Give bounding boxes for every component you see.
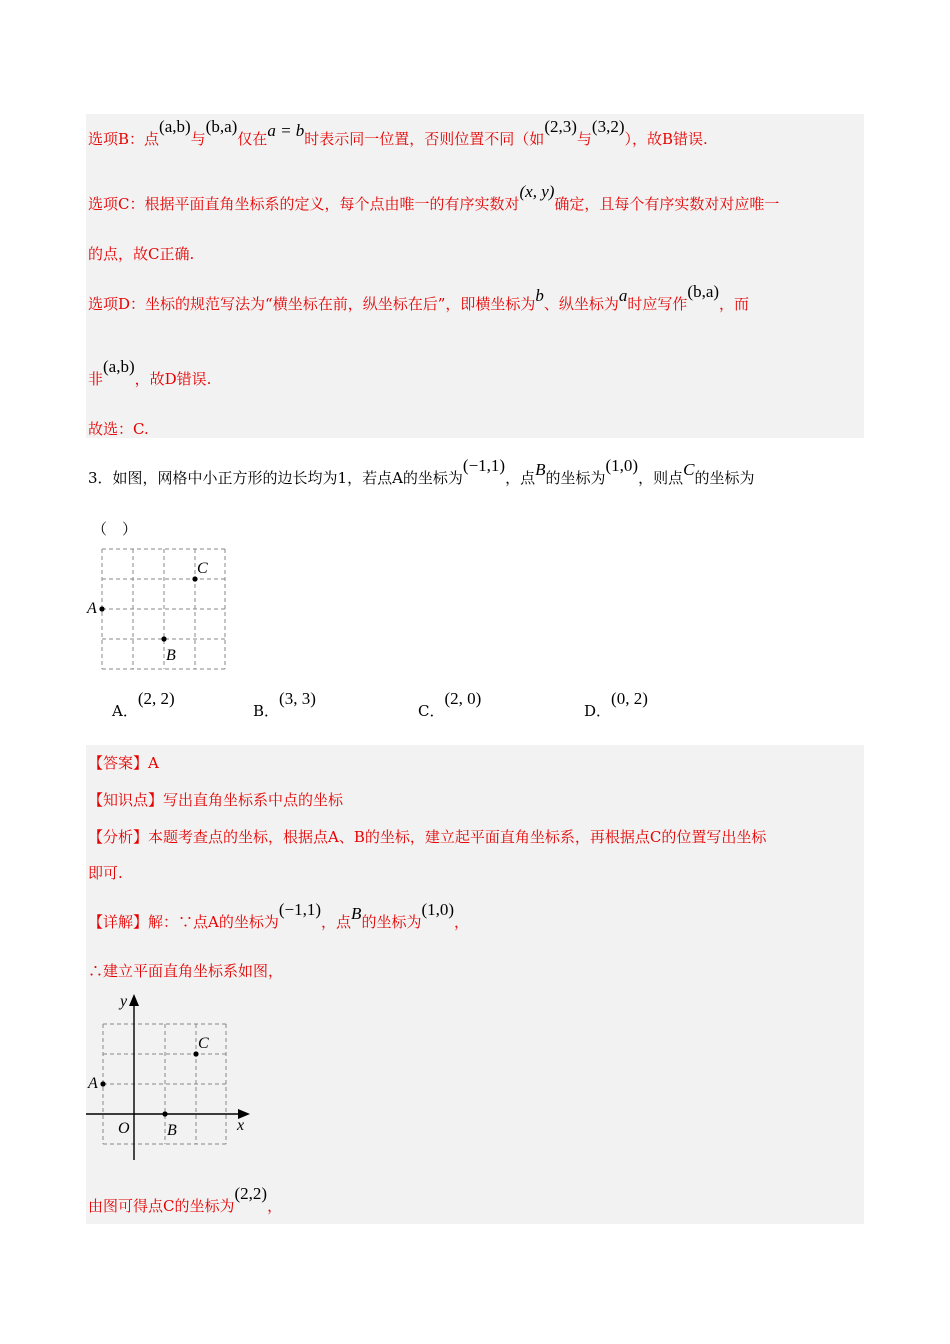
label-a: A (87, 600, 97, 617)
coord-32: (3,2) (591, 117, 625, 136)
option-c-explanation: 选项C：根据平面直角坐标系的定义，每个点由唯一的有序实数对(x, y)确定，且每个有序实数对对应唯一 (88, 182, 780, 213)
answer-q3: 【答案】A (88, 754, 159, 772)
equation-a-eq-b: a = b (267, 121, 305, 140)
coord-ba: (b,a) (205, 117, 238, 136)
option-d-explanation: 选项D：坐标的规范写法为“横坐标在前，纵坐标在后”，即横坐标为b、纵坐标为a时应写作(b,a)，而 (88, 282, 750, 313)
option-b[interactable]: B．(3, 3) (253, 689, 316, 720)
point-c (192, 576, 197, 581)
point-a (99, 606, 104, 611)
option-d[interactable]: D．(0, 2) (584, 689, 648, 720)
point-c-coord (193, 1051, 198, 1056)
point-b-coord (162, 1111, 167, 1116)
coord-23: (2,3) (544, 117, 577, 136)
label-b: B (166, 647, 176, 664)
option-b-explanation: 选项B：点(a,b)与(b,a)仅在a = b时表示同一位置，否则位置不同（如(2,3)与(3,2)），故B错误. (88, 117, 708, 148)
coord-ab-2: (a,b) (103, 357, 135, 376)
coordinate-figure (84, 990, 259, 1165)
point-b (161, 636, 166, 641)
analysis-line2: 即可. (88, 864, 123, 882)
analysis: 【分析】本题考查点的坐标，根据点A、B的坐标，建立起平面直角坐标系，再根据点C的位置写出坐标 (88, 828, 767, 846)
option-c-explanation-line2: 的点，故C正确. (88, 245, 195, 263)
coord-xy: (x, y) (519, 182, 555, 201)
therefore-line: ∴建立平面直角坐标系如图， (88, 962, 284, 980)
solution-box-q2 (86, 114, 864, 438)
point-a-coord (100, 1081, 105, 1086)
answer-choice-q2: 故选：C. (88, 420, 149, 438)
label-c: C (197, 560, 208, 577)
coord-ab: (a,b) (159, 117, 191, 136)
option-a[interactable]: A．(2, 2) (112, 689, 175, 720)
detail: 【详解】解：∵点A的坐标为(−1,1)，点B的坐标为(1,0)， (88, 900, 470, 931)
option-d-explanation-line2: 非(a,b)，故D错误. (88, 357, 212, 388)
coord-ba-2: (b,a) (687, 282, 720, 301)
question-3-stem: 3．如图，网格中小正方形的边长均为1，若点A的坐标为(−1,1)，点B的坐标为(1,0)，则点C的坐标为 (88, 456, 755, 487)
grid-figure-q3 (80, 545, 240, 675)
option-c[interactable]: C．(2, 0) (418, 689, 482, 720)
knowledge-point: 【知识点】写出直角坐标系中点的坐标 (88, 791, 344, 809)
label-b-coord: B (167, 1122, 177, 1139)
question-3-paren: （ ） (92, 520, 138, 538)
coord-b: (1,0) (605, 456, 639, 475)
coord-a: (−1,1) (462, 456, 506, 475)
result-line: 由图可得点C的坐标为(2,2)， (88, 1184, 283, 1215)
axis-y-label: y (120, 993, 128, 1010)
label-c-coord: C (198, 1035, 209, 1052)
label-a-coord: A (88, 1075, 98, 1092)
origin-label: O (118, 1120, 130, 1137)
axis-x-label: x (237, 1117, 245, 1134)
